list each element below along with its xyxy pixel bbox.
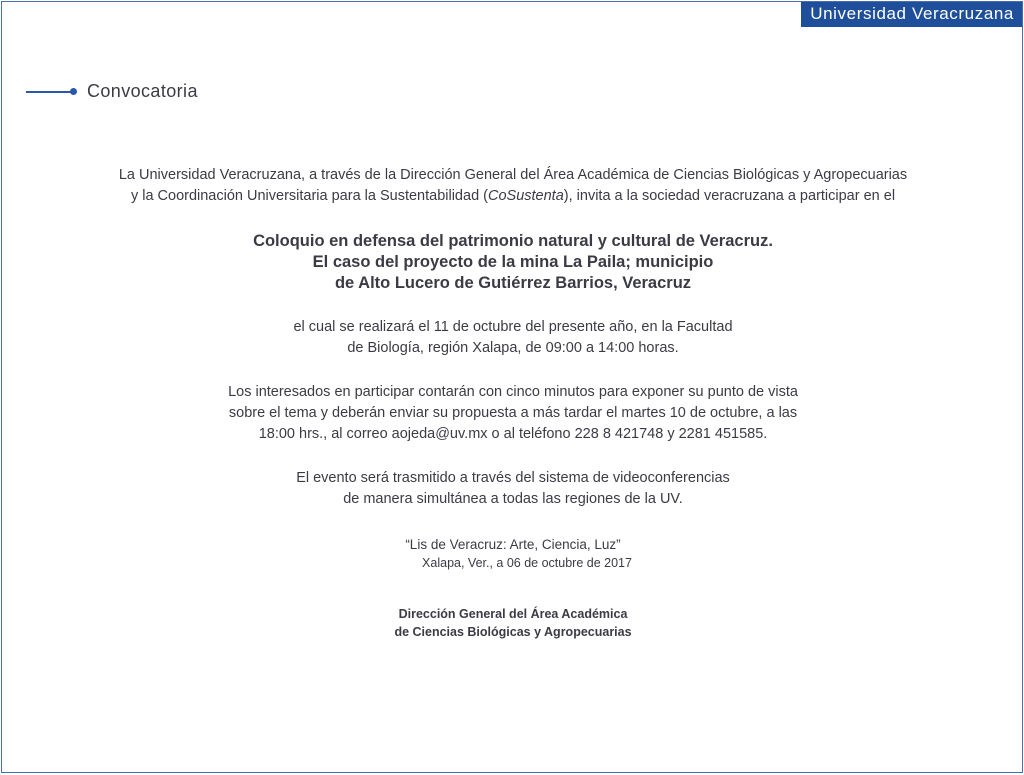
intro-line xyxy=(2,186,1024,207)
section-dot-icon xyxy=(70,88,77,95)
signature-line: de Ciencias Biológicas y Agropecuarias xyxy=(394,625,632,639)
participation-line: sobre el tema y deberán enviar su propuesta a más tardar el martes 10 de octubre, a las xyxy=(228,405,798,421)
event-date-paragraph xyxy=(2,317,1024,359)
event-title-line: El caso del proyecto de la mina La Paila; municipio xyxy=(312,253,714,271)
section-header xyxy=(26,81,198,102)
announcement-body xyxy=(2,165,1024,641)
date-line: de Biología, región Xalapa, de 09:00 a 14:00 horas. xyxy=(347,340,679,356)
participation-paragraph xyxy=(2,382,1024,445)
event-title-line: de Alto Lucero de Gutiérrez Barrios, Veracruz xyxy=(334,274,692,292)
section-line-decoration xyxy=(26,91,72,93)
event-title xyxy=(2,231,1024,294)
broadcast-line: El evento será trasmitido a través del sistema de videoconferencias xyxy=(296,470,730,486)
event-title-line: Coloquio en defensa del patrimonio natural y cultural de Veracruz. xyxy=(253,232,773,250)
participation-line: 18:00 hrs., al correo aojeda@uv.mx o al teléfono 228 8 421748 y 2281 451585. xyxy=(258,426,768,442)
university-brand-banner: Universidad Veracruzana xyxy=(801,2,1022,27)
intro-line: La Universidad Veracruzana, a través de la Dirección General del Área Académica de Ciencias Biológicas y Agropecuarias xyxy=(118,167,908,183)
signature-line: Dirección General del Área Académica xyxy=(398,607,628,621)
section-title: Convocatoria xyxy=(87,81,198,101)
page xyxy=(1,1,1023,773)
motto-block xyxy=(2,535,1024,572)
place-and-date: Xalapa, Ver., a 06 de octubre de 2017 xyxy=(422,556,632,570)
participation-line: Los interesados en participar contarán con cinco minutos para exponer su punto de vista xyxy=(228,384,798,400)
intro-text: y la Coordinación Universitaria para la Sustentabilidad ( xyxy=(130,188,488,204)
signature-block xyxy=(2,605,1024,641)
broadcast-paragraph xyxy=(2,468,1024,510)
intro-paragraph xyxy=(2,165,1024,207)
date-line: el cual se realizará el 11 de octubre del presente año, en la Facultad xyxy=(293,319,733,335)
broadcast-line: de manera simultánea a todas las regiones de la UV. xyxy=(343,491,683,507)
intro-text: ), invita a la sociedad veracruzana a participar en el xyxy=(563,188,896,204)
cosustenta-name: CoSustenta xyxy=(488,188,564,204)
university-motto: “Lis de Veracruz: Arte, Ciencia, Luz” xyxy=(405,537,621,552)
